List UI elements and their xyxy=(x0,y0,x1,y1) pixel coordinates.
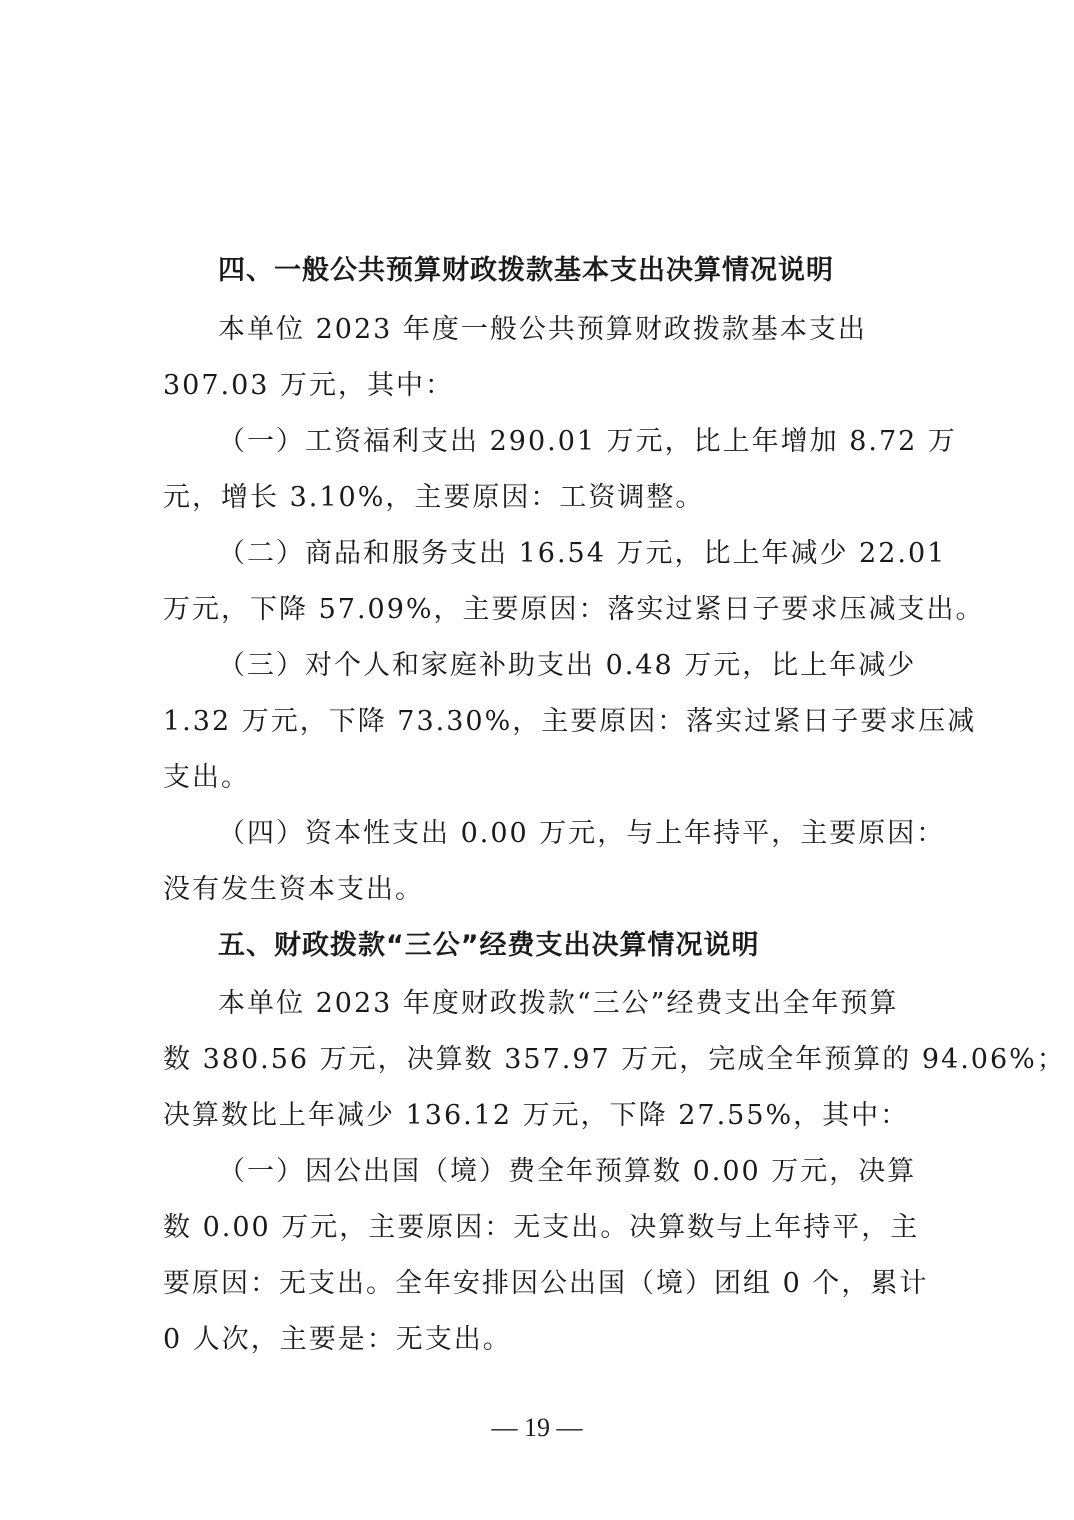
section5-item1-line4: 0 人次，主要是：无支出。 xyxy=(163,1324,512,1355)
section4-item1-line2: 元，增长 3.10%，主要原因：工资调整。 xyxy=(163,482,705,513)
section4-item3-line3: 支出。 xyxy=(163,762,250,793)
section4-item4-line2: 没有发生资本支出。 xyxy=(163,874,424,905)
section4-item2-line1: （二）商品和服务支出 16.54 万元，比上年减少 22.01 xyxy=(218,538,947,569)
section5-item1-line3: 要原因：无支出。全年安排因公出国（境）团组 0 个，累计 xyxy=(163,1268,929,1299)
section5-intro-line3: 决算数比上年减少 136.12 万元，下降 27.55%，其中： xyxy=(163,1100,910,1131)
section4-item1-line1: （一）工资福利支出 290.01 万元，比上年增加 8.72 万 xyxy=(218,426,957,457)
section4-item4-line1: （四）资本性支出 0.00 万元，与上年持平，主要原因： xyxy=(218,818,946,849)
section4-intro-line1: 本单位 2023 年度一般公共预算财政拨款基本支出 xyxy=(218,314,867,345)
section5-heading: 五、财政拨款“三公”经费支出决算情况说明 xyxy=(218,930,760,961)
section4-heading: 四、一般公共预算财政拨款基本支出决算情况说明 xyxy=(218,255,834,286)
section5-item1-line2: 数 0.00 万元，主要原因：无支出。决算数与上年持平，主 xyxy=(163,1212,920,1243)
section5-item1-line1: （一）因公出国（境）费全年预算数 0.00 万元，决算 xyxy=(218,1156,917,1187)
section5-intro-line2: 数 380.56 万元，决算数 357.97 万元，完成全年预算的 94.06%； xyxy=(163,1044,1066,1075)
section4-intro-line2: 307.03 万元，其中： xyxy=(163,370,455,401)
page-number: — 19 — xyxy=(491,1413,583,1442)
section4-item3-line2: 1.32 万元，下降 73.30%，主要原因：落实过紧日子要求压减 xyxy=(163,706,977,737)
section4-item3-line1: （三）对个人和家庭补助支出 0.48 万元，比上年减少 xyxy=(218,650,917,681)
section4-item2-line2: 万元，下降 57.09%，主要原因：落实过紧日子要求压减支出。 xyxy=(163,594,985,625)
section5-intro-line1: 本单位 2023 年度财政拨款“三公”经费支出全年预算 xyxy=(218,988,899,1019)
